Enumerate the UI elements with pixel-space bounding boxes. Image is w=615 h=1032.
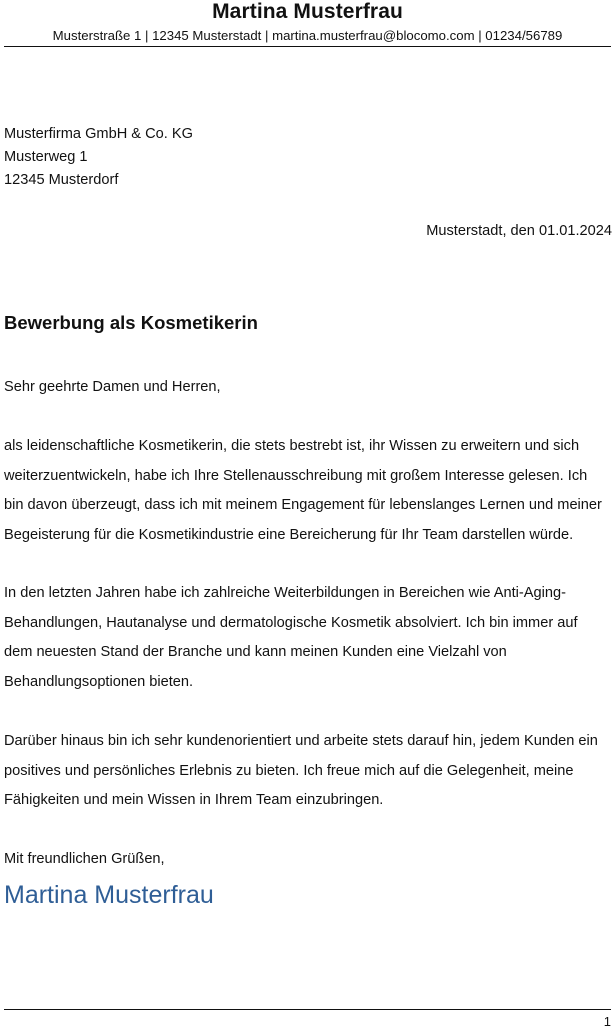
body-paragraph-2 bbox=[4, 579, 578, 697]
paragraph-line: dem neuesten Stand der Branche und kann meinen Kunden eine Vielzahl von bbox=[4, 644, 507, 661]
signature: Martina Musterfrau bbox=[4, 881, 214, 909]
recipient-company: Musterfirma GmbH & Co. KG bbox=[4, 126, 193, 142]
paragraph-line: als leidenschaftliche Kosmetikerin, die stets bestrebt ist, ihr Wissen zu erweitern und sich bbox=[4, 438, 580, 454]
paragraph-line: Darüber hinaus bin ich sehr kundenorientiert und arbeite stets darauf hin, jedem Kunden ein bbox=[4, 733, 598, 749]
paragraph-line: Begeisterung für die Kosmetikindustrie eine Bereicherung für Ihr Team darstellen würde. bbox=[4, 526, 574, 543]
header-divider bbox=[4, 46, 611, 47]
paragraph-line: Fähigkeiten und mein Wissen in Ihrem Team einzubringen. bbox=[4, 792, 384, 809]
paragraph-line: Behandlungen, Hautanalyse und dermatologische Kosmetik absolviert. Ich bin immer auf bbox=[4, 614, 578, 631]
letter-subject: Bewerbung als Kosmetikerin bbox=[4, 312, 258, 333]
footer-divider bbox=[4, 1009, 611, 1010]
paragraph-line: weiterzuentwickeln, habe ich Ihre Stellenausschreibung mit großem Interesse gelesen. Ich bbox=[4, 467, 588, 484]
paragraph-line: In den letzten Jahren habe ich zahlreiche Weiterbildungen in Bereichen wie Anti-Aging- bbox=[4, 585, 566, 601]
salutation: Sehr geehrte Damen und Herren, bbox=[4, 379, 221, 395]
body-paragraph-1 bbox=[4, 432, 602, 550]
letter-date: Musterstadt, den 01.01.2024 bbox=[426, 223, 612, 239]
recipient-city: 12345 Musterdorf bbox=[4, 172, 119, 188]
sender-name: Martina Musterfrau bbox=[212, 0, 403, 23]
page-number: 1 bbox=[603, 1014, 611, 1029]
paragraph-line: bin davon überzeugt, dass ich mit meinem Engagement für lebenslanges Lernen und meiner bbox=[4, 497, 602, 514]
recipient-street: Musterweg 1 bbox=[4, 149, 88, 165]
paragraph-line: Behandlungsoptionen bieten. bbox=[4, 673, 194, 690]
body-paragraph-3 bbox=[4, 727, 598, 816]
paragraph-line: positives und persönliches Erlebnis zu bieten. Ich freue mich auf die Gelegenheit, meine bbox=[4, 762, 574, 779]
recipient-address bbox=[4, 123, 193, 192]
sender-contact-line: Musterstraße 1 | 12345 Musterstadt | martina.musterfrau@blocomo.com | 01234/56789 bbox=[52, 28, 563, 43]
closing-phrase: Mit freundlichen Grüßen, bbox=[4, 851, 165, 867]
